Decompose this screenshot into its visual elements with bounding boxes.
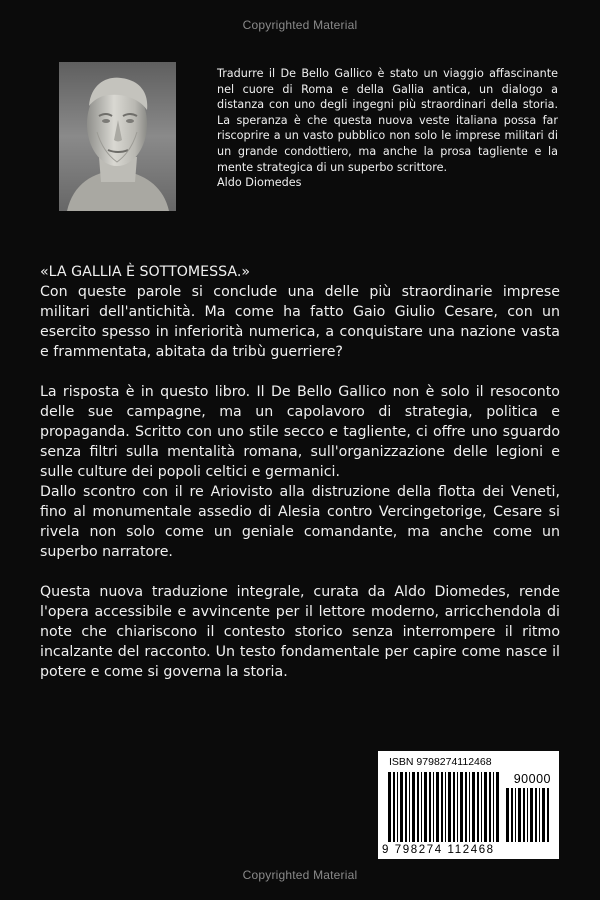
copyright-watermark-top: Copyrighted Material	[242, 18, 358, 32]
barcode-bar	[409, 772, 410, 842]
barcode-bar	[515, 788, 516, 842]
barcode-bar	[448, 772, 451, 842]
barcode-bar	[400, 772, 403, 842]
description-heading: «LA GALLIA È SOTTOMESSA.»	[40, 264, 251, 280]
description-paragraph-2: La risposta è in questo libro. Il De Bello Gallico non è solo il resoconto delle sue campagne, ma un capolavoro di strategia, politica e propaganda. Scritto con uno stile secco e tagliente, ci offre uno sguardo senza filtri sulla mentalità romana, sull'organizzazione delle legioni e sulle culture dei popoli celtici e germanici.	[40, 384, 560, 480]
barcode-bar	[429, 772, 431, 842]
barcode-bar	[465, 772, 467, 842]
barcode-bar	[481, 772, 482, 842]
main-barcode-bars	[388, 772, 500, 842]
barcode-bar	[436, 772, 439, 842]
quote-text: Tradurre il De Bello Gallico è stato un viaggio affascinante nel cuore di Roma e della Gallia antica, un dialogo a distanza con uno degli ingegni più straordinari della storia. La speranza è che questa nuova veste italiana possa far riscoprire a un vasto pubblico non solo le imprese militari di un grande condottiero, ma anche la prosa tagliente e la mente strategica di un superbo scrittore.	[217, 67, 558, 174]
barcode-digits: 9 798274 112468	[382, 844, 495, 856]
barcode-bar	[393, 772, 395, 842]
barcode-bar	[417, 772, 419, 842]
barcode-bar	[472, 772, 475, 842]
barcode-bar	[539, 788, 540, 842]
barcode-bar	[457, 772, 458, 842]
barcode-bar	[388, 772, 391, 842]
price-code: 90000	[513, 772, 551, 786]
barcode-bar	[496, 772, 499, 842]
barcode-bar	[542, 788, 545, 842]
barcode-bar	[445, 772, 446, 842]
description-paragraph-3: Dallo scontro con il re Ariovisto alla distruzione della flotta dei Veneti, fino al monumentale assedio di Alesia contro Vercingetorige, Cesare si rivela non solo come un geniale comandante, ma anche come un superbo narratore.	[40, 484, 560, 560]
quote-author: Aldo Diomedes	[217, 176, 302, 190]
book-description	[40, 262, 560, 682]
barcode-bar	[433, 772, 434, 842]
barcode-bar	[523, 788, 525, 842]
barcode-bar	[518, 788, 521, 842]
barcode-bar	[405, 772, 407, 842]
description-paragraph-4: Questa nuova traduzione integrale, curata da Aldo Diomedes, rende l'opera accessibile e avvincente per il lettore moderno, arricchendola di note che chiariscono il contesto storico senza interrompere il ritmo incalzante del racconto. Un testo fondamentale per capire come nasce il potere e come si governa la storia.	[40, 584, 560, 680]
barcode-bar	[441, 772, 443, 842]
barcode-bar	[397, 772, 398, 842]
addon-barcode-bars	[506, 788, 550, 842]
copyright-watermark-bottom: Copyrighted Material	[242, 868, 358, 882]
barcode-bar	[484, 772, 487, 842]
barcode-bar	[460, 772, 463, 842]
barcode-bar	[477, 772, 479, 842]
isbn-label: ISBN 9798274112468	[389, 756, 492, 768]
bust-illustration	[59, 62, 176, 211]
barcode-bar	[453, 772, 455, 842]
barcode-bar	[469, 772, 470, 842]
barcode-bar	[511, 788, 513, 842]
barcode-bar	[547, 788, 549, 842]
barcode-bar	[527, 788, 528, 842]
barcode-bar	[424, 772, 427, 842]
barcode-bar	[506, 788, 509, 842]
description-paragraph-1: Con queste parole si conclude una delle più straordinarie imprese militari dell'antichità. Ma come ha fatto Gaio Giulio Cesare, con un esercito spesso in inferiorità numerica, a conquistare una nazione vasta e frammentata, abitata da tribù guerriere?	[40, 284, 560, 360]
barcode-bar	[421, 772, 422, 842]
translator-quote	[217, 66, 558, 191]
barcode-bar	[493, 772, 494, 842]
julius-caesar-bust-image	[59, 62, 176, 211]
barcode-bar	[530, 788, 533, 842]
barcode-bar	[535, 788, 537, 842]
isbn-barcode	[378, 751, 559, 859]
barcode-bar	[489, 772, 491, 842]
barcode-bar	[412, 772, 415, 842]
